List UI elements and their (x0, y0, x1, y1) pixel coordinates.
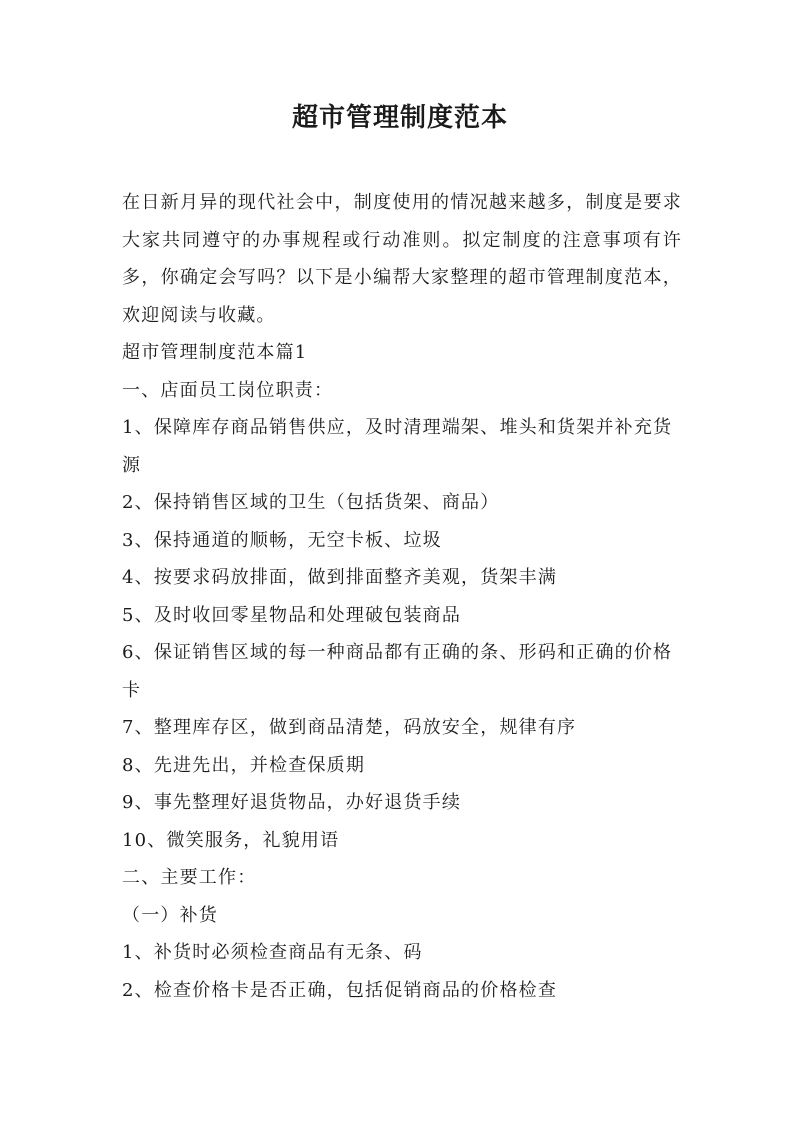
document-body (122, 184, 682, 1009)
list-item: 5、及时收回零星物品和处理破包装商品 (122, 604, 462, 626)
list-item: 6、保证销售区域的每一种商品都有正确的条、形码和正确的价格卡 (122, 642, 673, 701)
list-item: 2、保持销售区域的卫生（包括货架、商品） (122, 492, 500, 513)
subsection-heading: 二、主要工作： (122, 867, 257, 888)
subsection-heading: 一、店面员工岗位职责： (122, 379, 334, 401)
document-title: 超市管理制度范本 (291, 103, 508, 133)
list-item: 10、微笑服务，礼貌用语 (122, 829, 340, 851)
list-item: 1、补货时必须检查商品有无条、码 (122, 942, 423, 963)
list-item: 4、按要求码放排面，做到排面整齐美观，货架丰满 (122, 567, 558, 588)
section-heading: 超市管理制度范本篇1 (122, 342, 308, 363)
list-item: 1、保障库存商品销售供应，及时清理端架、堆头和货架并补充货源 (122, 417, 673, 476)
subsection-heading: （一）补货 (122, 904, 218, 926)
intro-paragraph: 在日新月异的现代社会中，制度使用的情况越来越多，制度是要求大家共同遵守的办事规程或行动准则。拟定制度的注意事项有许多，你确定会写吗？以下是小编帮大家整理的超市管理制度范本，欢迎阅读与收藏。 (122, 192, 682, 326)
list-item: 7、整理库存区，做到商品清楚，码放安全，规律有序 (122, 717, 577, 738)
list-item: 9、事先整理好退货物品，办好退货手续 (122, 792, 462, 813)
list-item: 8、先进先出，并检查保质期 (122, 754, 366, 776)
list-item: 2、检查价格卡是否正确，包括促销商品的价格检查 (122, 979, 558, 1001)
list-item: 3、保持通道的顺畅，无空卡板、垃圾 (122, 529, 442, 551)
